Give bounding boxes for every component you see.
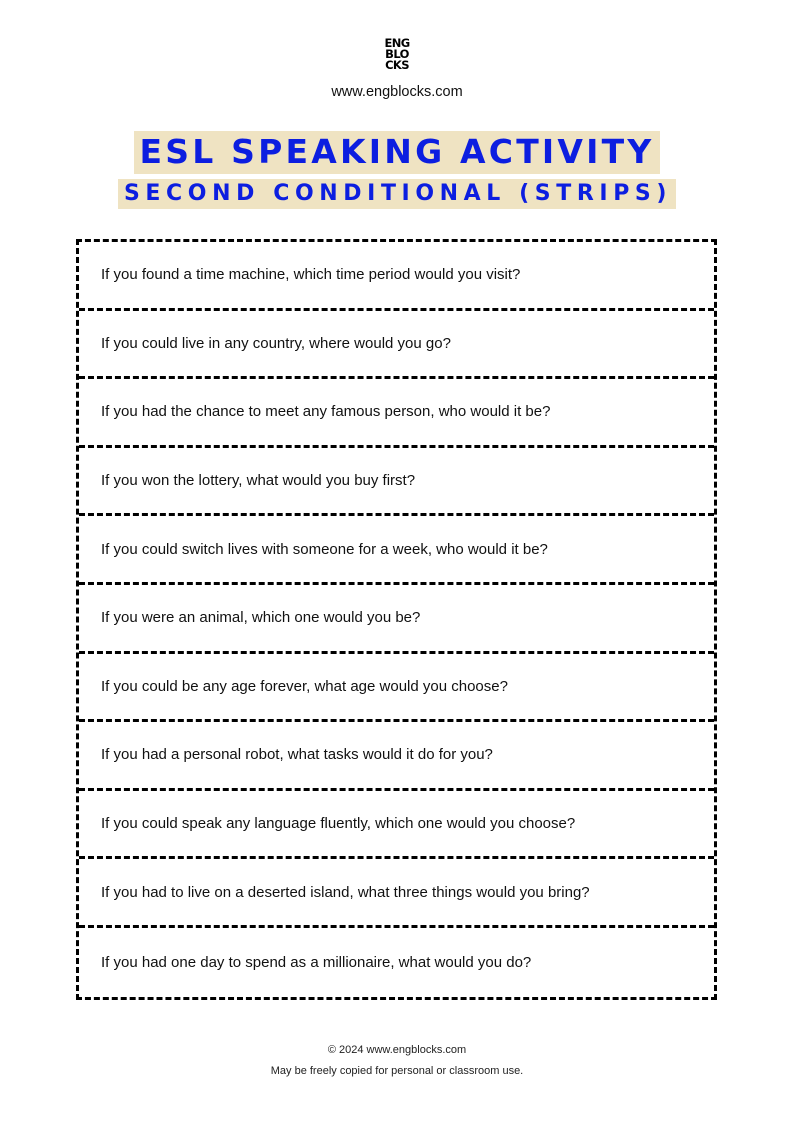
question-strip: If you won the lottery, what would you buy first? bbox=[79, 448, 714, 517]
question-strip: If you had the chance to meet any famous person, who would it be? bbox=[79, 379, 714, 448]
question-strip: If you could be any age forever, what age would you choose? bbox=[79, 654, 714, 723]
logo-line: ENG bbox=[384, 36, 410, 50]
engblocks-logo bbox=[378, 38, 416, 71]
question-strips bbox=[76, 239, 717, 1000]
question-strip: If you had one day to spend as a millionaire, what would you do? bbox=[101, 953, 532, 971]
question-strip: If you could speak any language fluently, which one would you choose? bbox=[79, 791, 714, 860]
question-strip: If you found a time machine, which time period would you visit? bbox=[79, 242, 714, 311]
question-strip: If you had to live on a deserted island, what three things would you bring? bbox=[79, 859, 714, 928]
question-strip: If you had a personal robot, what tasks would it do for you? bbox=[79, 722, 714, 791]
footer-license: May be freely copied for personal or classroom use. bbox=[270, 1065, 524, 1077]
footer-copyright: © 2024 www.engblocks.com bbox=[327, 1044, 467, 1056]
title-main-wrap bbox=[0, 131, 794, 174]
worksheet-subtitle: SECOND CONDITIONAL (STRIPS) bbox=[118, 179, 676, 209]
site-url: www.engblocks.com bbox=[331, 84, 463, 100]
worksheet-title: ESL SPEAKING ACTIVITY bbox=[134, 131, 661, 174]
question-strip: If you could switch lives with someone for a week, who would it be? bbox=[79, 516, 714, 585]
question-strip: If you were an animal, which one would you be? bbox=[79, 585, 714, 654]
logo-line: BLO bbox=[385, 47, 409, 61]
question-strip: If you could live in any country, where would you go? bbox=[79, 311, 714, 380]
title-sub-wrap bbox=[0, 179, 794, 209]
logo-line: CKS bbox=[385, 58, 409, 72]
